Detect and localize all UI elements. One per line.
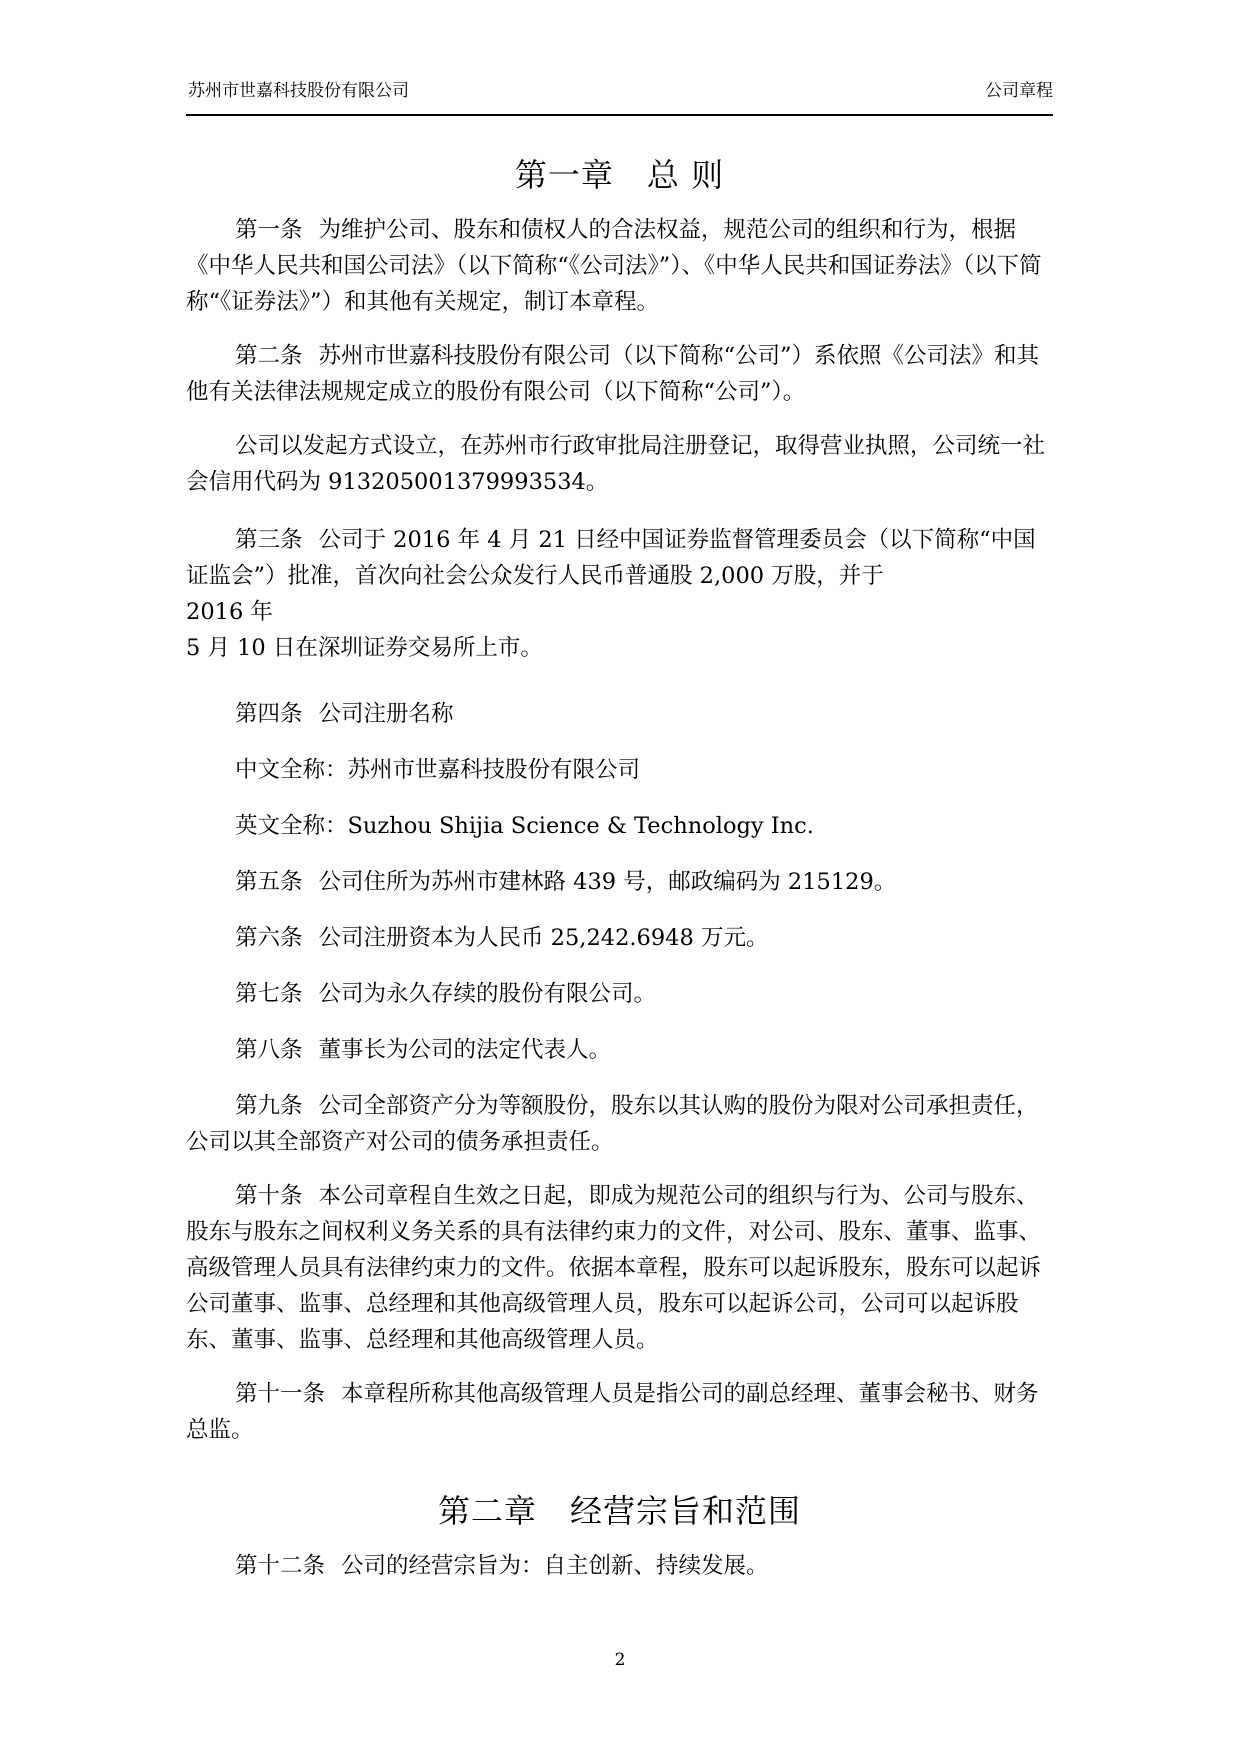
article-label: 第一条 [235, 217, 303, 243]
article-label: 第二条 [235, 343, 303, 369]
article-text: 公司注册资本为人民币 25,242.6948 万元。 [318, 925, 769, 951]
chapter-1-title: 第一章 总 则 [514, 156, 725, 194]
article-2-paragraph-2 [186, 428, 1056, 500]
article-label: 第六条 [235, 925, 303, 951]
article-label: 第九条 [235, 1093, 303, 1119]
article-text: 公司注册名称 [318, 701, 454, 727]
article-label: 第五条 [235, 869, 303, 895]
article-text: 本公司章程自生效之日起，即成为规范公司的组织与行为、公司与股东、股东与股东之间权利义务关系的具有法律约束力的文件，对公司、股东、董事、监事、高级管理人员具有法律约束力的文件。依据本章程，股东可以起诉股东，股东可以起诉公司董事、监事、总经理和其他高级管理人员，股东可以起诉公司，公司可以起诉股东、董事、监事、总经理和其他高级管理人员。 [186, 1183, 1042, 1353]
article-5 [186, 864, 1056, 900]
article-text-line-3: 5 月 10 日在深圳证券交易所上市。 [186, 635, 543, 661]
article-label: 第十一条 [235, 1381, 326, 1407]
page-number: 2 [614, 1650, 626, 1670]
article-10 [186, 1178, 1056, 1358]
article-label: 第四条 [235, 701, 303, 727]
article-text: 英文全称：Suzhou Shijia Science & Technology Inc. [235, 813, 814, 839]
article-label: 第八条 [235, 1037, 303, 1063]
article-text: 董事长为公司的法定代表人。 [318, 1037, 612, 1063]
article-6 [186, 920, 1056, 956]
article-text-line-2: 2016 年 [186, 599, 273, 625]
article-text: 苏州市世嘉科技股份有限公司（以下简称“公司”）系依照《公司法》和其他有关法律法规规定成立的股份有限公司（以下简称“公司”）。 [186, 343, 1040, 405]
article-text: 公司的经营宗旨为：自主创新、持续发展。 [341, 1553, 769, 1579]
article-text: 本章程所称其他高级管理人员是指公司的副总经理、董事会秘书、财务总监。 [186, 1381, 1039, 1443]
chinese-full-name [186, 752, 1056, 788]
article-text: 公司以发起方式设立，在苏州市行政审批局注册登记，取得营业执照，公司统一社会信用代码为 913205001379993534。 [186, 433, 1046, 495]
article-text: 公司为永久存续的股份有限公司。 [318, 981, 657, 1007]
article-label: 第十条 [235, 1183, 303, 1209]
article-text: 公司住所为苏州市建林路 439 号，邮政编码为 215129。 [318, 869, 897, 895]
article-3 [186, 522, 1056, 666]
chapter-2-title: 第二章 经营宗旨和范围 [437, 1492, 801, 1530]
article-9 [186, 1088, 1056, 1160]
article-8 [186, 1032, 1056, 1068]
article-4 [186, 696, 1056, 732]
article-1 [186, 212, 1056, 320]
article-label: 第三条 [235, 527, 303, 553]
header-document-title: 公司章程 [985, 81, 1053, 101]
article-text: 中文全称：苏州市世嘉科技股份有限公司 [235, 757, 641, 783]
article-label: 第七条 [235, 981, 303, 1007]
article-2 [186, 338, 1056, 410]
article-7 [186, 976, 1056, 1012]
article-12 [186, 1548, 1056, 1584]
article-text: 为维护公司、股东和债权人的合法权益，规范公司的组织和行为，根据《中华人民共和国公司法》（以下简称“《公司法》”）、《中华人民共和国证券法》（以下简称“《证券法》”）和其他有关规定，制订本章程。 [186, 217, 1042, 315]
header-company-name: 苏州市世嘉科技股份有限公司 [188, 81, 409, 101]
page-header [186, 72, 1053, 116]
article-label: 第十二条 [235, 1553, 326, 1579]
article-11 [186, 1376, 1056, 1448]
english-full-name [186, 808, 1056, 844]
article-text: 公司于 2016 年 4 月 21 日经中国证券监督管理委员会（以下简称“中国证监会”）批准，首次向社会公众发行人民币普通股 2,000 万股，并于 [186, 527, 1036, 589]
article-text: 公司全部资产分为等额股份，股东以其认购的股份为限对公司承担责任，公司以其全部资产对公司的债务承担责任。 [186, 1093, 1039, 1155]
